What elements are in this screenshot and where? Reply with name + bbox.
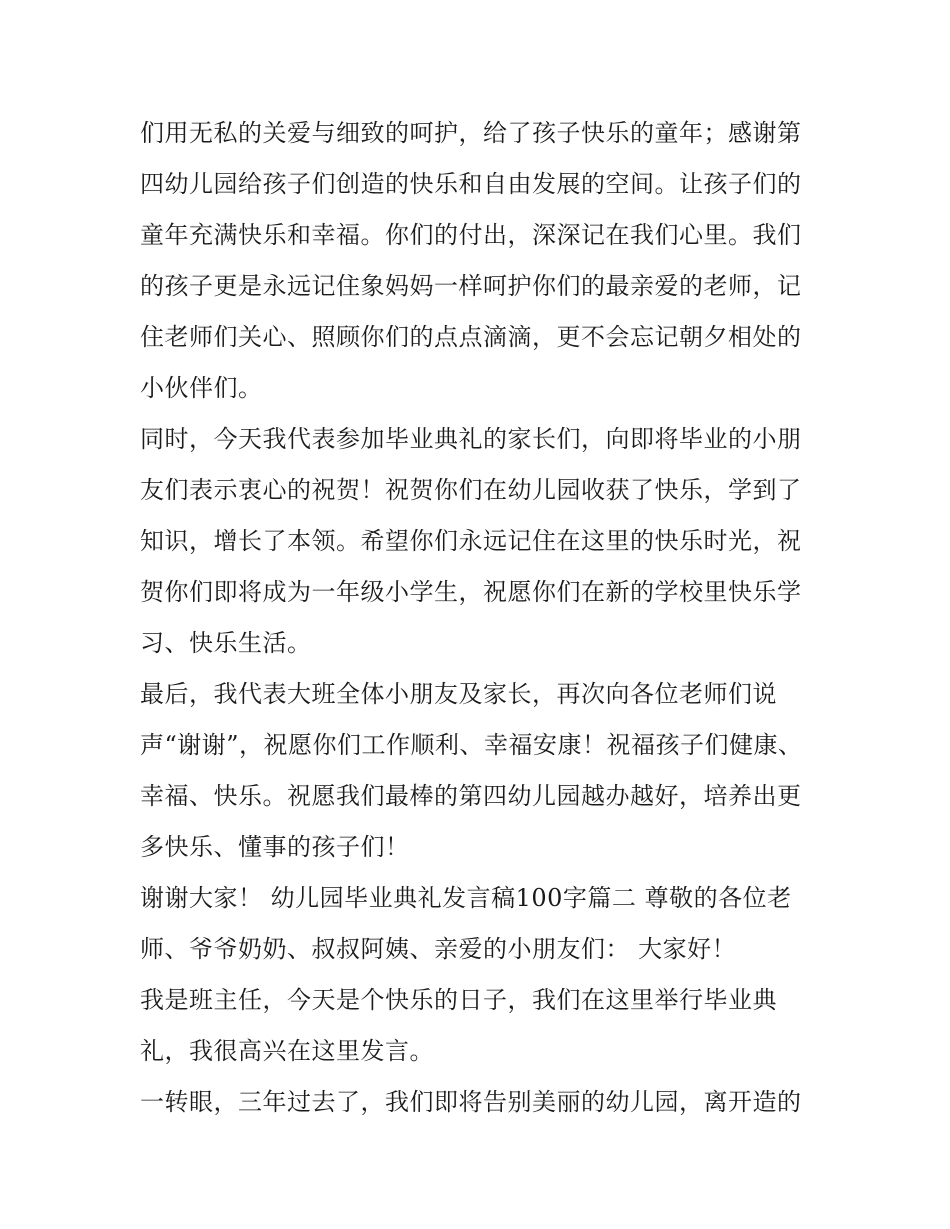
text-line-18: 我是班主任，今天是个快乐的日子，我们在这里举行毕业典 <box>140 986 777 1014</box>
text-line-2: 四幼儿园给孩子们创造的快乐和自由发展的空间。让孩子们的 <box>140 170 802 198</box>
text-line-12: 最后，我代表大班全体小朋友及家长，再次向各位老师们说 <box>140 680 777 708</box>
text-line-4: 的孩子更是永远记住象妈妈一样呵护你们的最亲爱的老师，记 <box>140 272 802 300</box>
text-line-10: 贺你们即将成为一年级小学生，祝愿你们在新的学校里快乐学 <box>140 578 802 606</box>
text-line-20: 一转眼，三年过去了，我们即将告别美丽的幼儿园，离开造的 <box>140 1088 802 1116</box>
text-line-6: 小伙伴们。 <box>140 374 263 402</box>
text-line-16: 谢谢大家！ 幼儿园毕业典礼发言稿100字篇二 尊敬的各位老 <box>140 884 792 912</box>
text-line-13: 声“谢谢”，祝愿你们工作顺利、幸福安康！祝福孩子们健康、 <box>140 731 803 759</box>
text-line-15: 多快乐、懂事的孩子们！ <box>140 833 410 861</box>
text-line-19: 礼，我很高兴在这里发言。 <box>140 1037 434 1065</box>
text-line-1: 们用无私的关爱与细致的呵护，给了孩子快乐的童年；感谢第 <box>140 119 802 147</box>
text-line-3: 童年充满快乐和幸福。你们的付出，深深记在我们心里。我们 <box>140 221 802 249</box>
text-line-5: 住老师们关心、照顾你们的点点滴滴，更不会忘记朝夕相处的 <box>140 323 802 351</box>
body-text <box>140 108 820 1128</box>
text-line-14: 幸福、快乐。祝愿我们最棒的第四幼儿园越办越好，培养出更 <box>140 782 802 810</box>
text-line-9: 知识，增长了本领。希望你们永远记住在这里的快乐时光，祝 <box>140 527 802 555</box>
text-line-17: 师、爷爷奶奶、叔叔阿姨、亲爱的小朋友们： 大家好！ <box>140 935 737 963</box>
text-line-11: 习、快乐生活。 <box>140 629 312 657</box>
text-line-7: 同时，今天我代表参加毕业典礼的家长们，向即将毕业的小朋 <box>140 425 802 453</box>
text-line-8: 友们表示衷心的祝贺！祝贺你们在幼儿园收获了快乐，学到了 <box>140 476 802 504</box>
